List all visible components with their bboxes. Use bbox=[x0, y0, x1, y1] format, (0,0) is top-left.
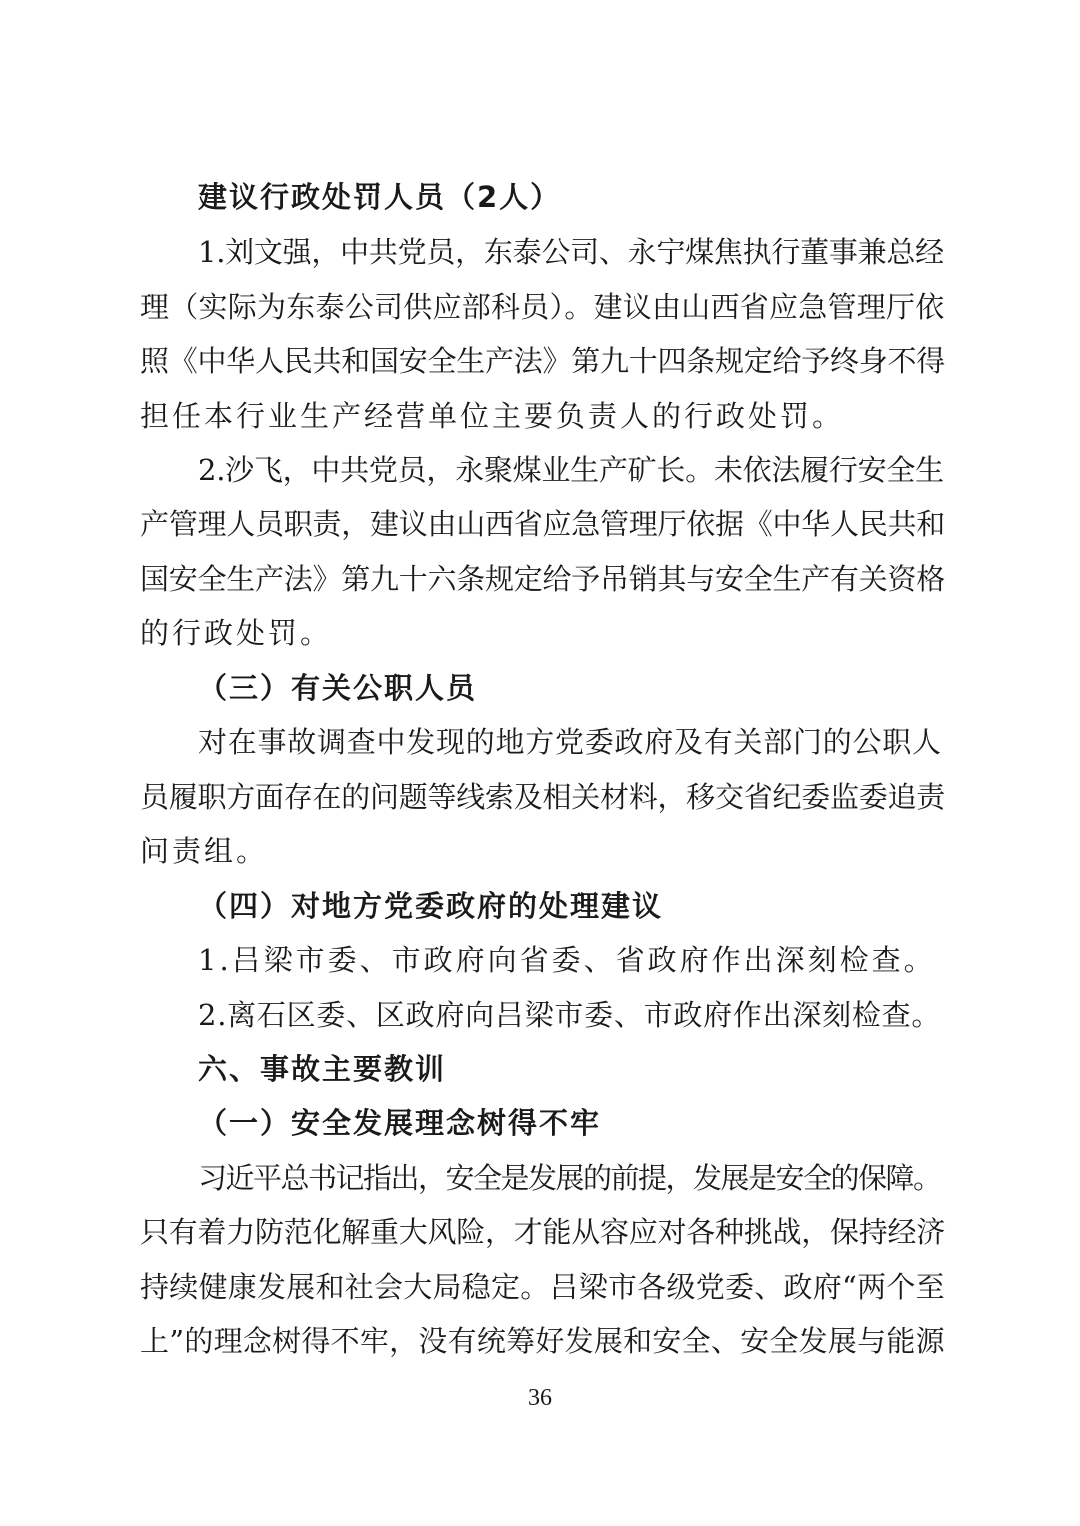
section-heading-safety-concept: （一）安全发展理念树得不牢 bbox=[198, 1106, 602, 1140]
paragraph-line: 照《中华人民共和国安全生产法》第九十四条规定给予终身不得 bbox=[140, 344, 946, 378]
section-heading-administrative-penalty: 建议行政处罚人员（2人） bbox=[198, 180, 562, 214]
section-heading-main-lessons: 六、事故主要教训 bbox=[198, 1052, 447, 1086]
paragraph-line: 问责组。 bbox=[140, 834, 269, 868]
paragraph-line: 习近平总书记指出，安全是发展的前提，发展是安全的保障。 bbox=[198, 1161, 941, 1195]
paragraph-line: 员履职方面存在的问题等线索及相关材料，移交省纪委监委追责 bbox=[140, 780, 946, 814]
paragraph-line: 对在事故调查中发现的地方党委政府及有关部门的公职人 bbox=[198, 725, 942, 759]
paragraph-line: 只有着力防范化解重大风险，才能从容应对各种挑战，保持经济 bbox=[140, 1215, 946, 1249]
paragraph-line: 持续健康发展和社会大局稳定。吕梁市各级党委、政府“两个至 bbox=[140, 1270, 945, 1304]
page-number: 36 bbox=[528, 1385, 552, 1411]
paragraph-line: 担任本行业生产经营单位主要负责人的行政处罚。 bbox=[140, 399, 845, 433]
paragraph-line: 2.离石区委、区政府向吕梁市委、市政府作出深刻检查。 bbox=[198, 998, 942, 1032]
paragraph-line: 上”的理念树得不牢，没有统筹好发展和安全、安全发展与能源 bbox=[140, 1324, 945, 1358]
paragraph-line: 理（实际为东泰公司供应部科员）。建议由山西省应急管理厅依 bbox=[140, 290, 945, 324]
section-heading-local-government: （四）对地方党委政府的处理建议 bbox=[198, 889, 664, 923]
paragraph-line: 产管理人员职责，建议由山西省应急管理厅依据《中华人民共和 bbox=[140, 507, 946, 541]
paragraph-line: 1.刘文强，中共党员，东泰公司、永宁煤焦执行董事兼总经 bbox=[198, 235, 944, 269]
paragraph-line: 1.吕梁市委、市政府向省委、省政府作出深刻检查。 bbox=[198, 943, 936, 977]
paragraph-line: 的行政处罚。 bbox=[140, 616, 333, 650]
paragraph-line: 2.沙飞，中共党员，永聚煤业生产矿长。未依法履行安全生 bbox=[198, 453, 944, 487]
section-heading-public-officials: （三）有关公职人员 bbox=[198, 671, 478, 705]
paragraph-line: 国安全生产法》第九十六条规定给予吊销其与安全生产有关资格 bbox=[140, 562, 946, 596]
